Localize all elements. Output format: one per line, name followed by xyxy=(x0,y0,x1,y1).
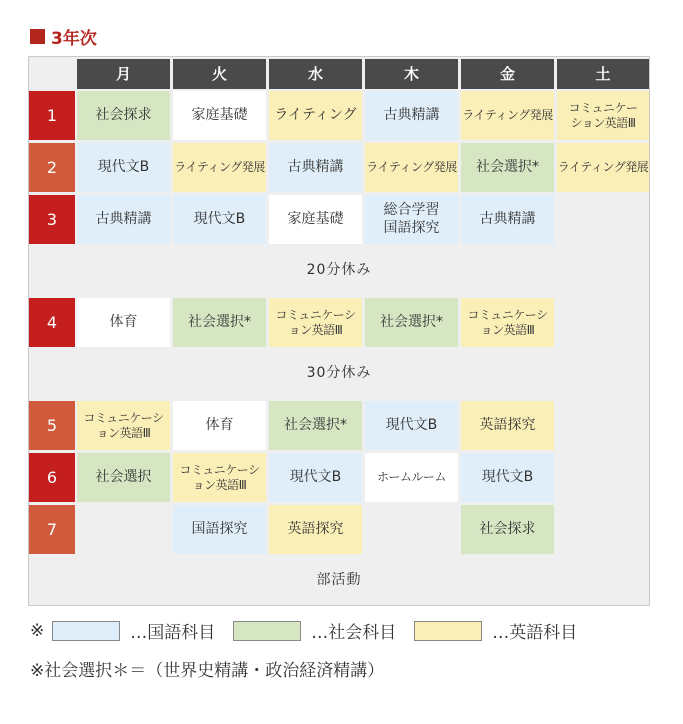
period-label-4: 4 xyxy=(29,298,75,347)
subject-cell: 社会選択* xyxy=(461,143,554,192)
club-activities-row: 部活動 xyxy=(29,556,649,605)
subject-cell: コミュニケーション英語Ⅲ xyxy=(77,401,170,450)
subject-cell: 社会選択* xyxy=(173,298,266,347)
subject-cell: 社会選択 xyxy=(77,453,170,502)
period-label-1: 1 xyxy=(29,91,75,140)
subject-cell: ライティング発展 xyxy=(557,143,649,192)
break-row-20min: 20分休み xyxy=(29,246,649,296)
subject-cell: ライティング xyxy=(269,91,362,140)
subject-cell: ライティング発展 xyxy=(461,91,554,140)
subject-cell: 社会探求 xyxy=(461,505,554,554)
legend-swatch-green xyxy=(233,621,301,641)
subject-cell: 古典精講 xyxy=(461,195,554,244)
subject-cell: 古典精講 xyxy=(365,91,458,140)
subject-cell: 社会探求 xyxy=(77,91,170,140)
footnote: ※社会選択＊＝（世界史精講・政治経済精講） xyxy=(30,661,385,681)
day-header-sat: 土 xyxy=(557,59,649,89)
subject-cell: ホームルーム xyxy=(365,453,458,502)
subject-cell: 現代文B xyxy=(461,453,554,502)
period-label-7: 7 xyxy=(29,505,75,554)
subject-cell: 社会選択* xyxy=(269,401,362,450)
subject-cell: 国語探究 xyxy=(173,505,266,554)
subject-cell: 現代文B xyxy=(173,195,266,244)
legend-item-kokugo xyxy=(44,618,215,643)
day-header-wed: 水 xyxy=(269,59,362,89)
subject-cell: 現代文B xyxy=(77,143,170,192)
day-header-thu: 木 xyxy=(365,59,458,89)
subject-cell: 体育 xyxy=(173,401,266,450)
subject-cell: 現代文B xyxy=(365,401,458,450)
subject-cell: 社会選択* xyxy=(365,298,458,347)
period-label-6: 6 xyxy=(29,453,75,502)
page-title xyxy=(30,24,97,49)
legend-prefix: ※ xyxy=(30,620,45,641)
legend-label: …国語科目 xyxy=(130,623,216,643)
subject-cell: コミュニケーション英語Ⅲ xyxy=(557,91,649,140)
subject-cell: 英語探究 xyxy=(461,401,554,450)
period-label-3: 3 xyxy=(29,195,75,244)
subject-cell: ライティング発展 xyxy=(173,143,266,192)
day-header-fri: 金 xyxy=(461,59,554,89)
legend-item-shakai xyxy=(225,618,396,643)
day-header-mon: 月 xyxy=(77,59,170,89)
title-text: 3年次 xyxy=(51,29,97,49)
subject-cell: 総合学習 国語探究 xyxy=(365,195,458,244)
legend-label: …社会科目 xyxy=(311,623,397,643)
legend-item-eigo xyxy=(406,618,577,643)
color-legend xyxy=(30,618,587,643)
subject-cell: 古典精講 xyxy=(77,195,170,244)
period-label-2: 2 xyxy=(29,143,75,192)
legend-swatch-blue xyxy=(52,621,120,641)
subject-cell: コミュニケーション英語Ⅲ xyxy=(269,298,362,347)
title-square-icon xyxy=(30,29,45,44)
legend-label: …英語科目 xyxy=(492,623,578,643)
subject-cell: 家庭基礎 xyxy=(173,91,266,140)
period-label-5: 5 xyxy=(29,401,75,450)
timetable xyxy=(28,56,650,606)
day-header-tue: 火 xyxy=(173,59,266,89)
subject-cell: コミュニケーション英語Ⅲ xyxy=(461,298,554,347)
legend-swatch-yellow xyxy=(414,621,482,641)
subject-cell: 英語探究 xyxy=(269,505,362,554)
subject-cell: 体育 xyxy=(77,298,170,347)
subject-cell: 現代文B xyxy=(269,453,362,502)
subject-cell: コミュニケーション英語Ⅲ xyxy=(173,453,266,502)
subject-cell: 家庭基礎 xyxy=(269,195,362,244)
break-row-30min: 30分休み xyxy=(29,349,649,399)
subject-cell: ライティング発展 xyxy=(365,143,458,192)
subject-cell: 古典精講 xyxy=(269,143,362,192)
